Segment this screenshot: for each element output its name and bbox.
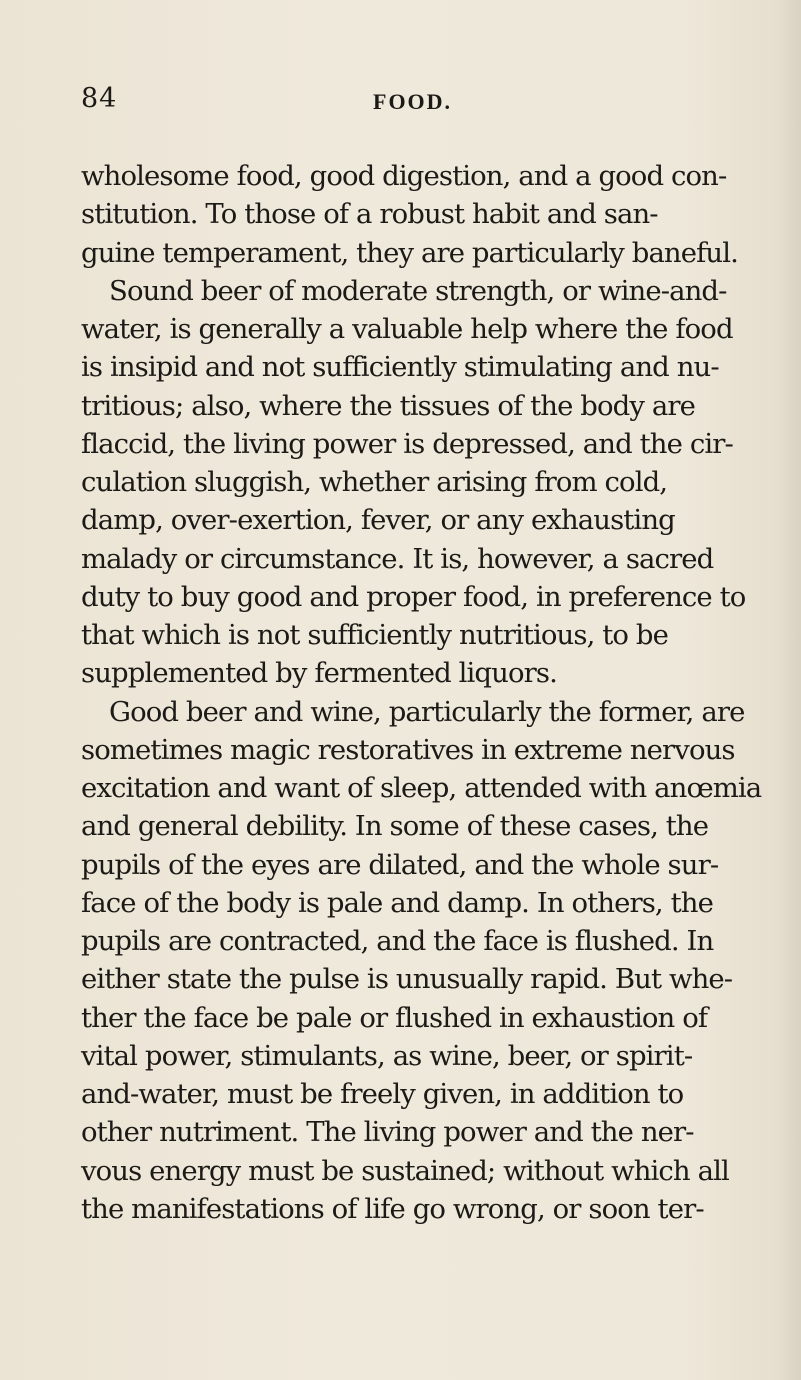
text-line: duty to buy good and proper food, in preference to (81, 580, 746, 613)
text-line: and-water, must be freely given, in addition to (81, 1078, 684, 1110)
text-line: the manifestations of life go wrong, or soon ter- (81, 1192, 704, 1225)
text-line: that which is not sufficiently nutritious, to be (81, 619, 668, 651)
page-number: 84 (81, 83, 118, 114)
text-line: ther the face be pale or flushed in exhaustion of (81, 1001, 708, 1034)
text-line: excitation and want of sleep, attended with anœmia (81, 772, 762, 804)
text-line: damp, over-exertion, fever, or any exhausting (81, 504, 675, 537)
text-line: guine temperament, they are particularly baneful. (81, 236, 738, 269)
text-line: and general debility. In some of these cases, the (81, 810, 709, 843)
text-line: is insipid and not sufficiently stimulating and nu- (81, 351, 719, 384)
text-line: pupils are contracted, and the face is flushed. In (81, 925, 714, 957)
running-head: FOOD. (373, 89, 453, 114)
text-line: wholesome food, good digestion, and a good con- (81, 160, 727, 192)
page-header (0, 82, 801, 122)
text-line: Sound beer of moderate strength, or wine-and- (109, 274, 727, 307)
body-text (81, 157, 801, 1228)
text-line: sometimes magic restoratives in extreme nervous (81, 733, 735, 766)
text-line: tritious; also, where the tissues of the body are (81, 389, 695, 422)
text-line: malady or circumstance. It is, however, a sacred (81, 542, 714, 575)
text-line: vital power, stimulants, as wine, beer, or spirit- (81, 1039, 693, 1072)
text-line: stitution. To those of a robust habit and san- (81, 198, 658, 231)
text-line: supplemented by fermented liquors. (81, 657, 557, 690)
text-line: culation sluggish, whether arising from cold, (81, 466, 668, 498)
text-line: either state the pulse is unusually rapid. But whe- (81, 963, 733, 996)
text-line: vous energy must be sustained; without which all (81, 1154, 729, 1187)
text-line: water, is generally a valuable help where the food (81, 313, 733, 345)
text-line: Good beer and wine, particularly the former, are (109, 695, 745, 728)
text-line: face of the body is pale and damp. In others, the (81, 886, 713, 919)
text-line: flaccid, the living power is depressed, and the cir- (81, 427, 733, 460)
text-line: pupils of the eyes are dilated, and the whole sur- (81, 848, 719, 881)
text-line: other nutriment. The living power and the ner- (81, 1116, 694, 1149)
